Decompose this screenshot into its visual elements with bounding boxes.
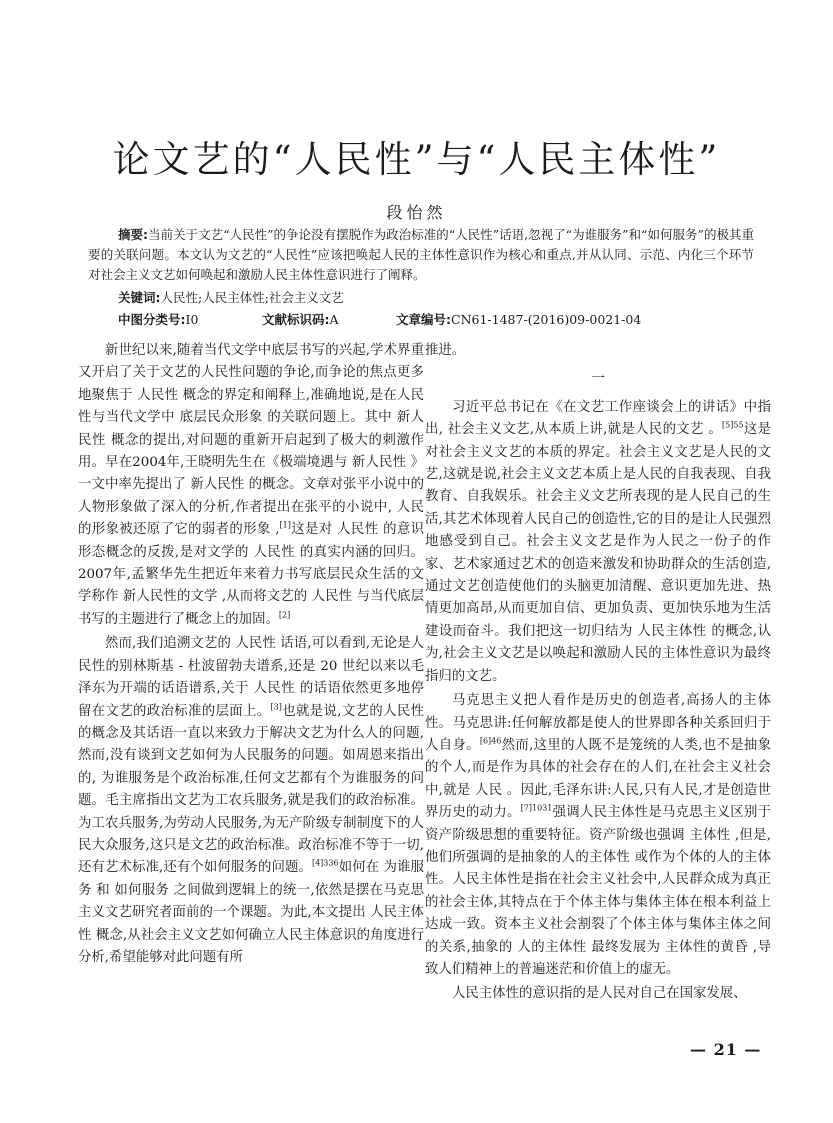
keywords-label: 关键词: — [118, 290, 161, 305]
article-title: 论文艺的“人民性”与“人民主体性” — [112, 138, 721, 181]
citation: [2] — [278, 610, 291, 620]
paragraph-text: 这是对 人民性 的意识形态概念的反拨,是对文学的 人民性 的真实内涵的回归。2007年,孟繁华先生把近年来着力书写底层民众生活的文学称作 新人民性的文学 ,从而将文艺的 人民性 与当代底层书写的主题进行了概念上的加固。 — [78, 522, 424, 627]
citation: [7]1031 — [520, 803, 553, 813]
doc-value: A — [329, 312, 339, 327]
citation: [4]336 — [311, 858, 339, 868]
clc-number — [118, 310, 198, 330]
page-number: — 21 — — [690, 1040, 762, 1059]
paragraph-text: 然而,我们追溯文艺的 人民性 话语,可以看到,无论是人民性的别林斯基 - 杜波留勃夫谱系,还是 20 世纪以来以毛泽东为开端的话语谱系,关于 人民性 的话语依然更多地停留在文艺的政治标准的层面上。 — [78, 636, 424, 719]
author-name: 段怡然 — [386, 203, 447, 222]
doc-label: 文献标识码: — [262, 312, 330, 327]
keywords-text: 人民性;人民主体性;社会主义文艺 — [160, 290, 344, 305]
paragraph-text: 如何在 为谁服务 和 如何服务 之间做到逻辑上的统一,依然是摆在马克思主义文艺研究者面前的一个课题。为此,本文提出 人民主体性 概念,从社会主义文艺如何确立人民主体意识的角度进行分析,希望能够对此问题有所 — [78, 860, 424, 965]
keywords — [118, 288, 344, 308]
paragraph-text: 这是对社会主义文艺的本质的界定。社会主义文艺是人民的文艺,这就是说,社会主义文艺本质上是人民的自我表现、自我教育、自我娱乐。社会主义文艺所表现的是人民自己的生活,其艺术体现着人民自己的创造性,它的目的是让人民强烈地感受到自己。社会主义文艺是作为人民之一份子的作家、艺术家通过艺术的创造来激发和协助群众的生活创造,通过文艺创造使他们的头脑更加清醒、意识更加先进、热情更加高昂,从而更加自信、更加负责、更加快乐地为生活建设而奋斗。我们把这一切归结为 人民主体性 的概念,认为,社会主义文艺是以唤起和激励人民的主体性意识为最终指归的文艺。 — [425, 422, 772, 684]
abstract-label: 摘要: — [118, 227, 149, 242]
paragraph-text: 马克思主义把人看作是历史的创造者,高扬人的主体性。马克思讲:任何解放都是使人的世界即各种关系回归于人自身。 — [425, 693, 771, 753]
citation: [5]55 — [722, 420, 744, 430]
clc-value: I0 — [185, 312, 199, 327]
citation: [1] — [279, 520, 291, 530]
left-column — [78, 340, 424, 969]
abstract — [88, 225, 754, 285]
section-number: 一 — [591, 371, 605, 388]
paragraph — [425, 397, 771, 688]
article-value: CN61-1487-(2016)09-0021-04 — [451, 312, 642, 327]
citation: [3] — [270, 702, 282, 712]
document-code — [262, 310, 339, 330]
paragraph — [425, 690, 771, 981]
article-number — [396, 310, 641, 330]
citation: [6]46 — [479, 736, 502, 746]
clc-label: 中图分类号: — [118, 312, 186, 327]
abstract-text: 当前关于文艺“人民性”的争论没有摆脱作为政治标准的“人民性”话语,忽视了“为谁服务”和“如何服务”的极其重要的关联问题。本文认为文艺的“人民性”应该把唤起人民的主体性意识作为核心和重点,并从认同、示范、内化三个环节对社会主义文艺如何唤起和激励人民主体性意识进行了阐释。 — [88, 227, 754, 282]
paragraph-text: 新世纪以来,随着当代文学中底层书写的兴起,学术界重又开启了关于文艺的人民性问题的争论,而争论的焦点更多地聚焦于 人民性 概念的界定和阐释上,准确地说,是在人民性与当代文学中 底层民众形象 的关联问题上。其中 新人民性 概念的提出,对问题的重新开启起到了极大的刺激作用。早在2004年,王晓明先生在《极端境遇与 新人民性 》一文中率先提出了 新人民性 的概念。文章对张平小说中的人物形象做了深入的分析,作者提出在张平的小说中, 人民 的形象被还原了它的弱者的形象 , — [78, 343, 424, 538]
paragraph-text: 人民主体性的意识指的是人民对自己在国家发展、 — [452, 986, 747, 1002]
paragraph — [78, 633, 424, 969]
article-label: 文章编号: — [396, 312, 451, 327]
paragraph-text: 也就是说,文艺的人民性的概念及其话语一直以来致力于解决文艺为什么人的问题,然而,没有谈到文艺如何为人民服务的问题。如周恩来指出的, 为谁服务是个政治标准,任何文艺都有个为谁服务的问题。毛主席指出文艺为工农兵服务,就是我们的政治标准。为工农兵服务,为劳动人民服务,为无产阶级专制制度下的人民大众服务,这只是文艺的政治标准。政治标准不等于一切,还有艺术标准,还有个如何服务的问题。 — [78, 703, 425, 876]
right-column — [425, 340, 771, 1006]
paragraph-text: 然而,这里的人既不是笼统的人类,也不是抽象的个人,而是作为具体的社会存在的人们,在社会主义社会中,就是 人民 。因此,毛泽东讲:人民,只有人民,才是创造世界历史的动力。 — [425, 737, 771, 821]
paragraph-text: 习近平总书记在《在文艺工作座谈会上的讲话》中指出, 社会主义文艺,从本质上讲,就是人民的文艺 。 — [425, 399, 771, 438]
paragraph-text: 强调人民主体性是马克思主义区别于资产阶级思想的重要特征。资产阶级也强调 主体性 ,但是,他们所强调的是抽象的人的主体性 或作为个体的人的主体性。人民主体性是指在社会主义社会中,人民群众成为真正的社会主体,其特点在于个体主体与集体主体在根本利益上达成一致。资本主义社会割裂了个体主体与集体主体之间的关系,抽象的 人的主体性 最终发展为 主体性的黄昏 ,导致人们精神上的普遍迷茫和价值上的虚无。 — [425, 805, 771, 977]
continued-text: 推进。 — [425, 343, 466, 358]
paragraph — [425, 983, 771, 1005]
paragraph — [78, 340, 424, 631]
